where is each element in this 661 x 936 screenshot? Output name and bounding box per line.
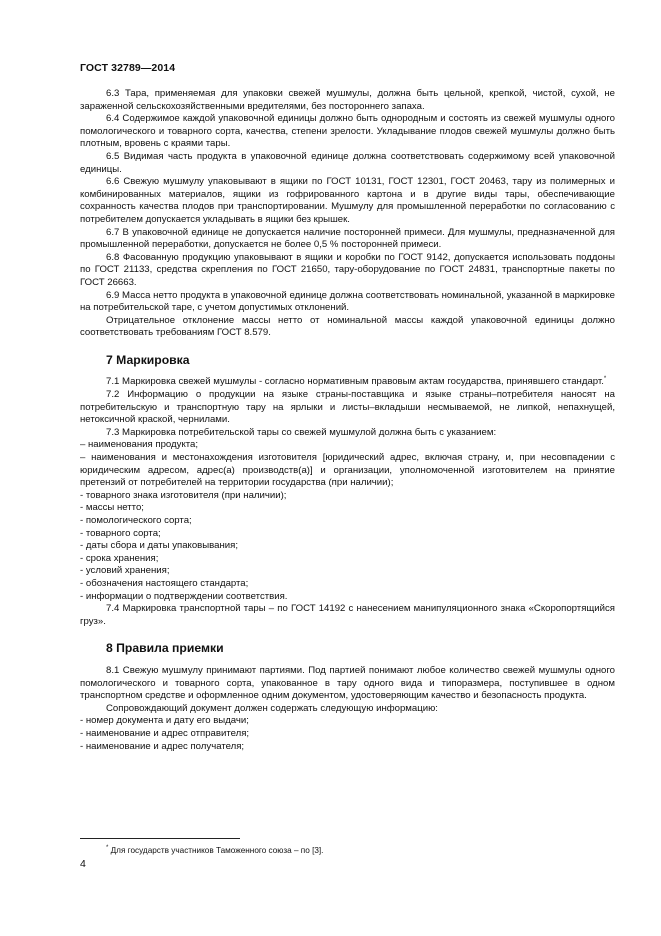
list-item: - условий хранения; xyxy=(80,565,170,577)
paragraph-7-4: 7.4 Маркировка транспортной тары – по ГОСТ 14192 с нанесением манипуляционного знака «Скоропортящийся груз». xyxy=(80,603,615,627)
list-item: – наименования продукта; xyxy=(80,439,199,451)
paragraph-7-3: 7.3 Маркировка потребительской тары со свежей мушмулой должна быть с указанием: xyxy=(106,426,497,438)
list-item: - наименование и адрес отправителя; xyxy=(80,727,250,739)
document-body xyxy=(80,88,615,753)
paragraph-6-6: 6.6 Свежую мушмулу упаковывают в ящики по ГОСТ 10131, ГОСТ 12301, ГОСТ 20463, тару из полимерных и комбинированных материалов, ящики из гофрированного картона и в другие виды тары, обеспечивающие сохранность качества плодов при транспортировании. Мушмулу для промышленной переработки по согласованию с потребителем допускается укладывать в ящики без крышек. xyxy=(80,176,615,225)
page-number: 4 xyxy=(80,858,86,870)
paragraph-7-1-text: 7.1 Маркировка свежей мушмулы - согласно нормативным правовым актам государства, принявшего стандарт. xyxy=(106,376,604,388)
footnote-ref: * xyxy=(603,376,607,383)
list-item: - товарного сорта; xyxy=(80,527,161,539)
list-item: - товарного знака изготовителя (при наличии); xyxy=(80,489,287,501)
footnote-divider xyxy=(80,838,240,839)
paragraph-7-2: 7.2 Информацию о продукции на языке страны-поставщика и языке страны–потребителя наносят на потребительскую и транспортную тару на ярлыки и листы–вкладыши несмываемой, не липкой, непахнущей, нетоксичной краской, чернилами. xyxy=(80,389,615,426)
list-item: - срока хранения; xyxy=(80,552,159,564)
paragraph-6-7: 6.7 В упаковочной единице не допускается наличие посторонней примеси. Для мушмулы, предназначенной для промышленной переработки, допускается не более 0,5 % посторонней примеси. xyxy=(80,226,615,251)
footnote xyxy=(106,846,323,855)
paragraph-8-1-doc: Сопровождающий документ должен содержать следующую информацию: xyxy=(106,702,438,714)
list-item: - наименование и адрес получателя; xyxy=(80,740,245,752)
paragraph-6-8: 6.8 Фасованную продукцию упаковывают в ящики и коробки по ГОСТ 9142, допускается использовать поддоны по ГОСТ 21133, средства скрепления по ГОСТ 21650, тару-оборудование по ГОСТ 24831, транспортные пакеты по ГОСТ 26663. xyxy=(80,251,615,288)
paragraph-6-4: 6.4 Содержимое каждой упаковочной единицы должно быть однородным и состоять из свежей мушмулы одного помологического и товарного сорта, качества, степени зрелости. Укладывание плодов свежей мушмулы должно быть плотным, вровень с краями тары. xyxy=(80,113,615,150)
paragraph-6-3: 6.3 Тара, применяемая для упаковки свежей мушмулы, должна быть цельной, крепкой, чистой, сухой, не зараженной сельскохозяйственными вредителями, без постороннего запаха. xyxy=(80,88,615,112)
list-item: - массы нетто; xyxy=(80,502,144,514)
paragraph-6-9-note: Отрицательное отклонение массы нетто от номинальной массы каждой упаковочной единицы должно соответствовать требованиям ГОСТ 8.579. xyxy=(80,314,615,339)
list-item: - информации о подтверждении соответствия. xyxy=(80,590,288,602)
paragraph-6-5: 6.5 Видимая часть продукта в упаковочной единице должна соответствовать содержимому всей упаковочной единицы. xyxy=(80,150,615,175)
list-item: - обозначения настоящего стандарта; xyxy=(80,577,249,589)
list-item: – наименования и местонахождения изготовителя [юридический адрес, включая страну, и, при несовпадении с юридическим адресом, адрес(а) производств(а)] и организации, уполномоченной изготовителем на принятие претензий от потребителей на территории государства (при наличии); xyxy=(80,452,615,489)
footnote-text: Для государств участников Таможенного союза – по [3]. xyxy=(108,846,324,855)
list-item: - номер документа и дату его выдачи; xyxy=(80,715,249,727)
paragraph-8-1: 8.1 Свежую мушмулу принимают партиями. Под партией понимают любое количество свежей мушмулы одного помологического и товарного сорта, упакованное в тару одного вида и типоразмера, поступившее в одном транспортном средстве и оформленное одним документом, удостоверяющим качество и безопасность продукта. xyxy=(80,664,615,702)
paragraph-7-1 xyxy=(80,376,615,389)
footnote-mark: * xyxy=(106,845,109,851)
section-heading-7: 7 Маркировка xyxy=(106,352,190,367)
paragraph-6-9: 6.9 Масса нетто продукта в упаковочной единице должна соответствовать номинальной, указанной в маркировке на потребительской таре, с учетом допустимых отклонений. xyxy=(80,289,615,314)
section-heading-8: 8 Правила приемки xyxy=(106,641,224,656)
document-header: ГОСТ 32789—2014 xyxy=(80,62,176,74)
list-item: - помологического сорта; xyxy=(80,515,192,526)
list-item: - даты сбора и даты упаковывания; xyxy=(80,540,239,552)
